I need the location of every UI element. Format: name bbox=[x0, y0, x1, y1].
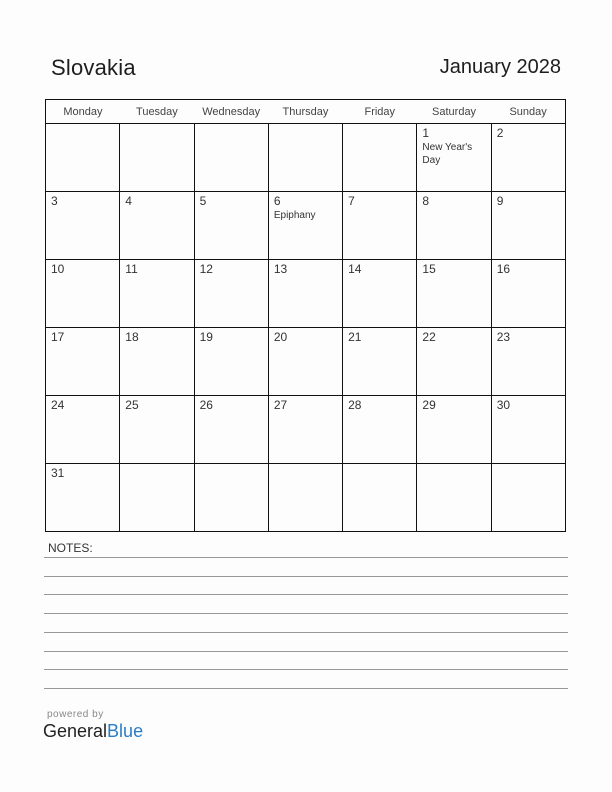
day-cell bbox=[46, 464, 120, 532]
day-cell bbox=[417, 396, 491, 464]
day-cell bbox=[46, 260, 120, 328]
day-cell bbox=[194, 192, 268, 260]
empty-day-cell bbox=[417, 464, 491, 532]
notes-line bbox=[44, 594, 568, 595]
week-row bbox=[46, 260, 566, 328]
weekday-friday: Friday bbox=[343, 100, 417, 124]
day-cell bbox=[120, 192, 194, 260]
weekday-thursday: Thursday bbox=[268, 100, 342, 124]
day-number: 26 bbox=[199, 398, 213, 412]
generalblue-logo bbox=[43, 721, 143, 742]
day-number: 7 bbox=[348, 194, 355, 208]
day-number: 13 bbox=[273, 262, 288, 276]
empty-day-cell bbox=[194, 464, 268, 532]
day-number: 2 bbox=[496, 126, 504, 140]
day-number: 6 bbox=[273, 194, 281, 208]
day-cell bbox=[343, 192, 417, 260]
day-number: 22 bbox=[422, 330, 436, 344]
day-cell bbox=[268, 328, 342, 396]
day-cell bbox=[491, 396, 565, 464]
day-cell bbox=[46, 328, 120, 396]
day-number: 5 bbox=[199, 194, 207, 208]
day-number: 18 bbox=[125, 330, 139, 344]
weekday-header-row bbox=[46, 100, 566, 124]
week-row bbox=[46, 396, 566, 464]
empty-day-cell bbox=[343, 124, 417, 192]
empty-day-cell bbox=[46, 124, 120, 192]
day-cell bbox=[491, 124, 565, 192]
month-year-title: January 2028 bbox=[439, 56, 561, 78]
empty-day-cell bbox=[491, 464, 565, 532]
day-cell bbox=[268, 396, 342, 464]
day-cell bbox=[194, 396, 268, 464]
brand-blue: Blue bbox=[107, 721, 144, 741]
day-cell bbox=[417, 192, 491, 260]
day-cell bbox=[343, 260, 417, 328]
day-cell bbox=[343, 396, 417, 464]
day-number: 30 bbox=[496, 398, 511, 412]
day-cell bbox=[194, 328, 268, 396]
day-number: 4 bbox=[125, 194, 132, 208]
week-row bbox=[46, 192, 566, 260]
day-number: 23 bbox=[496, 330, 511, 344]
day-cell bbox=[491, 192, 565, 260]
empty-day-cell bbox=[268, 464, 342, 532]
day-cell bbox=[417, 124, 491, 192]
day-number: 20 bbox=[273, 330, 288, 344]
day-cell bbox=[417, 328, 491, 396]
day-number: 25 bbox=[125, 398, 139, 412]
empty-day-cell bbox=[120, 124, 194, 192]
holiday-label: Epiphany bbox=[273, 210, 316, 221]
weekday-wednesday: Wednesday bbox=[194, 100, 268, 124]
day-number: 11 bbox=[125, 262, 138, 276]
country-title: Slovakia bbox=[51, 55, 136, 80]
day-number: 14 bbox=[348, 262, 362, 276]
day-number: 24 bbox=[51, 398, 65, 412]
day-cell bbox=[491, 328, 565, 396]
empty-day-cell bbox=[120, 464, 194, 532]
day-number: 19 bbox=[199, 330, 213, 344]
day-number: 17 bbox=[51, 330, 65, 344]
calendar-grid bbox=[45, 99, 566, 532]
weekday-sunday: Sunday bbox=[491, 100, 565, 124]
week-row bbox=[46, 124, 566, 192]
day-cell bbox=[194, 260, 268, 328]
week-row bbox=[46, 464, 566, 532]
notes-line bbox=[44, 669, 568, 670]
weekday-saturday: Saturday bbox=[417, 100, 491, 124]
day-number: 27 bbox=[273, 398, 288, 412]
day-number: 29 bbox=[422, 398, 436, 412]
day-number: 1 bbox=[422, 126, 430, 140]
day-number: 21 bbox=[348, 330, 362, 344]
day-number: 28 bbox=[348, 398, 362, 412]
day-number: 9 bbox=[496, 194, 504, 208]
powered-by-text: powered by bbox=[47, 709, 104, 720]
day-cell bbox=[120, 260, 194, 328]
day-number: 31 bbox=[51, 466, 65, 480]
day-number: 16 bbox=[496, 262, 511, 276]
day-number: 12 bbox=[199, 262, 213, 276]
notes-line bbox=[44, 576, 568, 577]
notes-line bbox=[44, 557, 568, 558]
day-number: 10 bbox=[51, 262, 65, 276]
empty-day-cell bbox=[268, 124, 342, 192]
notes-line bbox=[44, 651, 568, 652]
day-cell bbox=[46, 192, 120, 260]
day-cell bbox=[491, 260, 565, 328]
empty-day-cell bbox=[343, 464, 417, 532]
brand-general: General bbox=[43, 721, 108, 741]
empty-day-cell bbox=[194, 124, 268, 192]
day-cell bbox=[268, 192, 342, 260]
day-number: 8 bbox=[422, 194, 430, 208]
day-number: 3 bbox=[51, 194, 58, 208]
notes-line bbox=[44, 632, 568, 633]
weekday-monday: Monday bbox=[46, 100, 120, 124]
day-cell bbox=[120, 328, 194, 396]
day-number: 15 bbox=[422, 262, 436, 276]
notes-line bbox=[44, 613, 568, 614]
day-cell bbox=[343, 328, 417, 396]
day-cell bbox=[268, 260, 342, 328]
notes-label: NOTES: bbox=[48, 541, 93, 555]
notes-line bbox=[44, 688, 568, 689]
holiday-label: New Year's Day bbox=[422, 142, 473, 166]
day-cell bbox=[417, 260, 491, 328]
weekday-tuesday: Tuesday bbox=[120, 100, 194, 124]
week-row bbox=[46, 328, 566, 396]
day-cell bbox=[46, 396, 120, 464]
day-cell bbox=[120, 396, 194, 464]
